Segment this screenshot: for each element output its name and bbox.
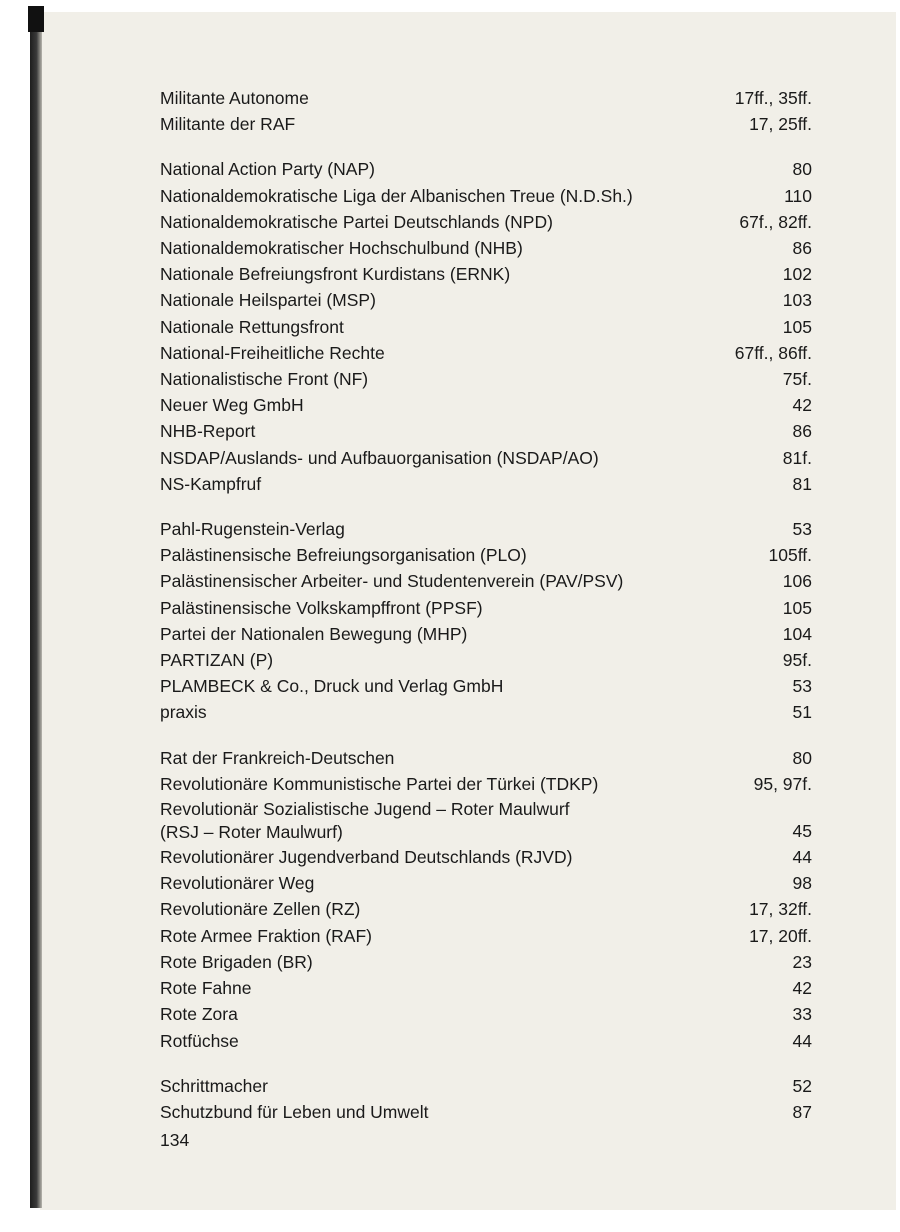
index-entry: [160, 699, 812, 725]
index-entry: [160, 392, 812, 418]
binding-shadow-corner: [28, 6, 44, 32]
index-entry-term: Nationaldemokratische Liga der Albanischen Treue (N.D.Sh.): [160, 185, 633, 206]
index-entry: [160, 949, 812, 975]
index-entry: [160, 975, 812, 1001]
index-entry-term: Rotfüchse: [160, 1030, 239, 1051]
index-entry-term: Revolutionäre Kommunistische Partei der Türkei (TDKP): [160, 773, 599, 794]
binding-shadow: [30, 8, 42, 1208]
index-entry-term: Nationalistische Front (NF): [160, 369, 369, 390]
index-entry: [160, 471, 812, 497]
index-entry-term: praxis: [160, 702, 207, 723]
index-entry: [160, 261, 812, 287]
index-entry-pages: 44: [792, 847, 812, 868]
index-entry-term: National Action Party (NAP): [160, 159, 375, 180]
index-entry: [160, 568, 812, 594]
index-entry: [160, 896, 812, 922]
index-entry-pages: 86: [792, 421, 812, 442]
index-entry: [160, 1073, 812, 1099]
index-entry-term: Schrittmacher: [160, 1075, 268, 1096]
index-entry-term: PLAMBECK & Co., Druck und Verlag GmbH: [160, 676, 504, 697]
index-entry-term: Schutzbund für Leben und Umwelt: [160, 1101, 429, 1122]
index-entry-pages: 95, 97f.: [753, 773, 812, 794]
index-entry-term: Rote Brigaden (BR): [160, 951, 313, 972]
index-entry-term: Nationaldemokratische Partei Deutschlands (NPD): [160, 211, 553, 232]
index-entry-term: Nationale Heilspartei (MSP): [160, 290, 376, 311]
index-entry-term: Rote Zora: [160, 1004, 238, 1025]
index-entry: [160, 595, 812, 621]
index-entry-pages: 106: [782, 571, 812, 592]
index-entry-pages: 104: [782, 623, 812, 644]
index-entry: [160, 418, 812, 444]
index-entry-pages: 53: [792, 676, 812, 697]
index-entry: [160, 542, 812, 568]
index-entry: [160, 870, 812, 896]
index-entry-pages: 52: [792, 1075, 812, 1096]
index-entry-pages: 33: [792, 1004, 812, 1025]
index-entry-term: NSDAP/Auslands- und Aufbauorganisation (NSDAP/AO): [160, 447, 599, 468]
index-entry: [160, 647, 812, 673]
index-entry: [160, 366, 812, 392]
index-entry: [160, 673, 812, 699]
index-entry-term: Militante Autonome: [160, 88, 309, 108]
index-entry: [160, 287, 812, 313]
index-entry: [160, 621, 812, 647]
index-entry-pages: 42: [792, 978, 812, 999]
index-entry-term: Pahl-Rugenstein-Verlag: [160, 519, 345, 540]
index-entry-pages: 103: [782, 290, 812, 311]
index-entry: [160, 156, 812, 182]
index-entry-term: Revolutionäre Zellen (RZ): [160, 899, 361, 920]
index-list: [160, 85, 812, 1125]
page-number: 134: [160, 1130, 190, 1150]
index-entry-term: Partei der Nationalen Bewegung (MHP): [160, 623, 468, 644]
index-entry-term: Nationale Befreiungsfront Kurdistans (ERNK): [160, 264, 511, 285]
index-entry-term: [160, 797, 793, 844]
index-entry-pages: 45: [792, 820, 812, 841]
index-entry-term: Neuer Weg GmbH: [160, 395, 304, 416]
index-entry-pages: 81f.: [782, 447, 812, 468]
index-entry-term: Rote Armee Fraktion (RAF): [160, 925, 372, 946]
index-entry-pages: 53: [792, 519, 812, 540]
index-entry-term: Militante der RAF: [160, 114, 296, 135]
index-entry-term: NS-Kampfruf: [160, 473, 262, 494]
index-entry-pages: 67f., 82ff.: [739, 211, 812, 232]
index-entry-pages: 17, 32ff.: [749, 899, 812, 920]
index-entry: [160, 209, 812, 235]
index-entry: [160, 1001, 812, 1027]
index-entry-pages: 86: [792, 238, 812, 259]
index-entry-term-line: Revolutionär Sozialistische Jugend – Roter Maulwurf: [160, 799, 570, 820]
index-entry-term: PARTIZAN (P): [160, 650, 274, 671]
index-entry: [160, 1028, 812, 1054]
index-entry-term: Revolutionärer Jugendverband Deutschlands (RJVD): [160, 847, 573, 868]
index-entry-term: Palästinensische Befreiungsorganisation (PLO): [160, 545, 527, 566]
index-entry-term: Palästinensische Volkskampffront (PPSF): [160, 597, 483, 618]
index-entry: [160, 340, 812, 366]
index-entry-term: NHB-Report: [160, 421, 256, 442]
index-entry: [160, 844, 812, 870]
index-entry-pages: 51: [792, 702, 812, 723]
index-entry-pages: 110: [784, 185, 812, 206]
index-entry: [160, 771, 812, 797]
index-entry: [160, 1099, 812, 1125]
index-entry-term-line: (RSJ – Roter Maulwurf): [160, 822, 343, 843]
index-entry: [160, 445, 812, 471]
index-entry-pages: 95f.: [782, 650, 812, 671]
index-entry: [160, 314, 812, 340]
index-entry-pages: 17ff., 35ff.: [734, 88, 812, 108]
index-entry-pages: 98: [792, 873, 812, 894]
index-entry-term: National-Freiheitliche Rechte: [160, 342, 385, 363]
index-entry: [160, 235, 812, 261]
index-entry-pages: 80: [792, 747, 812, 768]
index-entry-pages: 87: [792, 1101, 812, 1122]
index-entry-pages: 102: [782, 264, 812, 285]
index-entry-term: Rote Fahne: [160, 978, 252, 999]
index-entry-pages: 105ff.: [768, 545, 812, 566]
index-entry: [160, 923, 812, 949]
index-entry-term: Nationaldemokratischer Hochschulbund (NHB): [160, 238, 523, 259]
index-entry: [160, 516, 812, 542]
index-entry-pages: 67ff., 86ff.: [734, 342, 812, 363]
index-entry-pages: 81: [792, 473, 812, 494]
index-entry-pages: 23: [792, 951, 812, 972]
index-entry-pages: 17, 20ff.: [749, 925, 812, 946]
index-entry: [160, 797, 812, 844]
index-entry-pages: 75f.: [782, 369, 812, 390]
index-entry: [160, 745, 812, 771]
index-entry-pages: 105: [782, 597, 812, 618]
index-entry-pages: 105: [782, 316, 812, 337]
index-entry: [160, 111, 812, 137]
index-entry: [160, 85, 812, 111]
index-entry-term: Nationale Rettungsfront: [160, 316, 344, 337]
index-entry-pages: 42: [792, 395, 812, 416]
index-entry-pages: 80: [792, 159, 812, 180]
index-entry-pages: 17, 25ff.: [749, 114, 812, 135]
index-entry-pages: 44: [792, 1030, 812, 1051]
index-entry-term: Rat der Frankreich-Deutschen: [160, 747, 395, 768]
index-entry-term: Revolutionärer Weg: [160, 873, 315, 894]
index-entry: [160, 183, 812, 209]
index-entry-term: Palästinensischer Arbeiter- und Studentenverein (PAV/PSV): [160, 571, 624, 592]
